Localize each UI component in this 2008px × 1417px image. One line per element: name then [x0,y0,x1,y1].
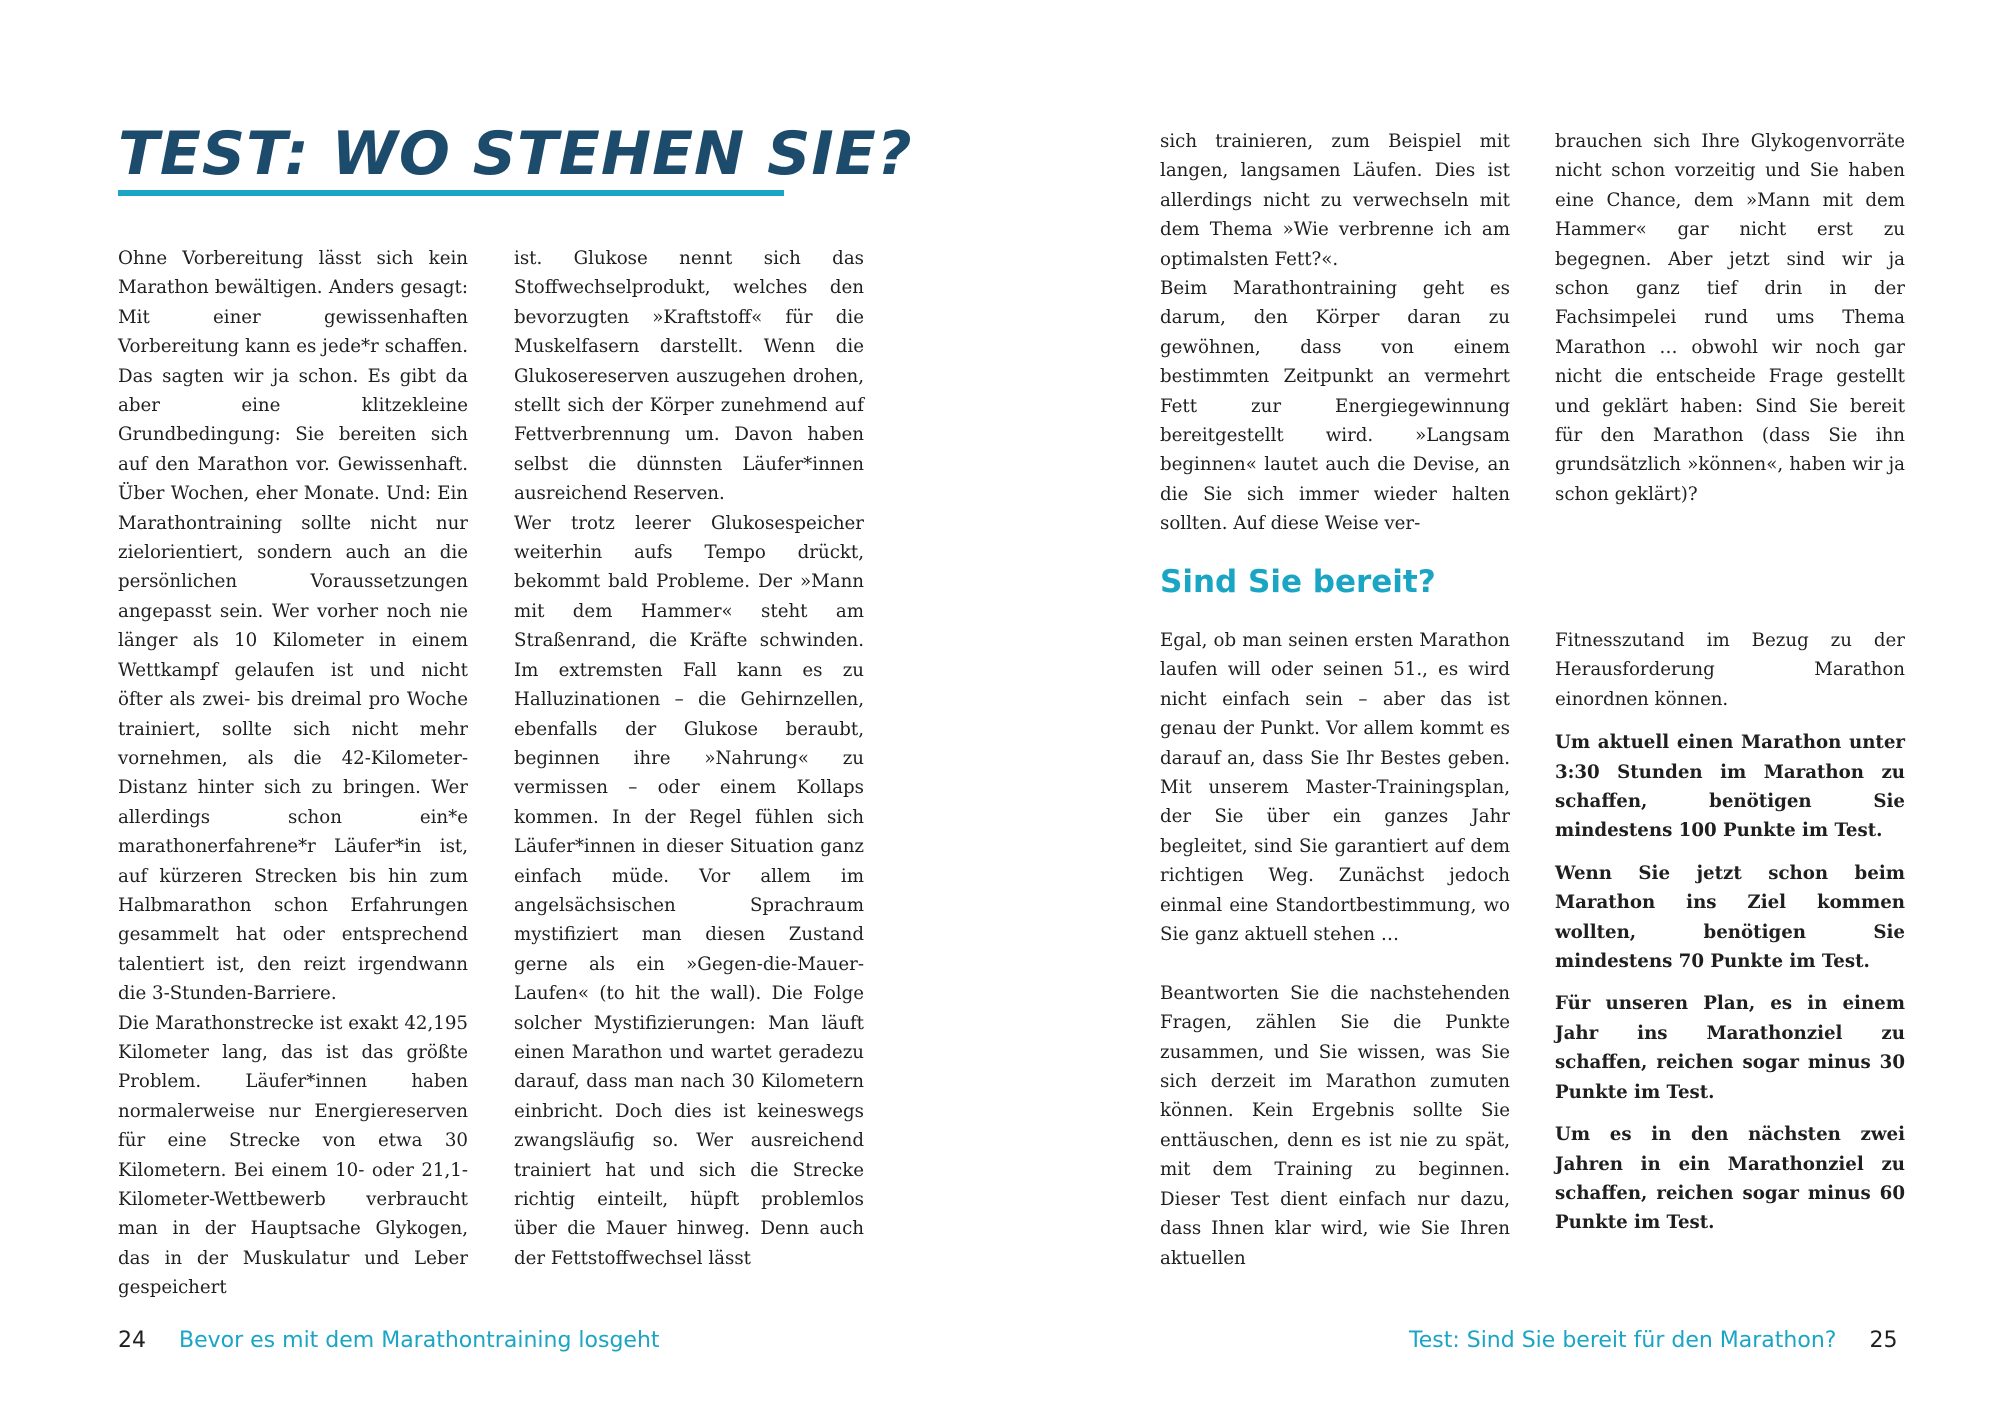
paragraph: Egal, ob man seinen ersten Marathon laufen will oder seinen 51., es wird nicht einfach sein – aber das ist genau der Punkt. Vor allem kommt es darauf an, dass Sie Ihr Bestes geben. Mit unserem Master-Trainingsplan, der Sie über ein ganzes Jahr begleitet, sind Sie garantiert auf dem richtigen Weg. Zunächst jedoch einmal eine Standortbestimmung, wo Sie ganz aktuell stehen … [1160,630,1510,946]
paragraph: Ohne Vorbereitung lässt sich kein Marathon bewältigen. Anders gesagt: Mit einer gewissenhaften Vorbereitung kann es jede*r schaffen. Das sagten wir ja schon. Es gibt da aber eine klitzekleine Grundbedingung: Sie bereiten sich auf den Marathon vor. Gewissenhaft. Über Wochen, eher Monate. Und: Ein Marathontraining sollte nicht nur zielorientiert, sondern auch an die persönlichen Voraussetzungen angepasst sein. Wer vorher noch nie länger als 10 Kilometer in einem Wettkampf gelaufen ist und nicht öfter als zwei- bis dreimal pro Woche trainiert, sollte sich nicht mehr vornehmen, als die 42-Kilometer-Distanz hinter sich zu bringen. Wer allerdings schon ein*e marathonerfahrene*r Läufer*in ist, auf kürzeren Strecken bis hin zum Halbmarathon schon Erfahrungen gesammelt hat oder entsprechend talentiert ist, den reizt irgendwann die 3-Stunden-Barriere. [118,248,468,1005]
right-page [1004,0,2008,1417]
score-requirement: Für unseren Plan, es in einem Jahr ins Marathonziel zu schaffen, reichen sogar minus 30 Punkte im Test. [1555,993,1905,1103]
left-column-1 [118,244,468,1303]
right-column-2-bottom [1555,626,1905,1251]
page-number: 24 [118,1328,146,1353]
right-column-2-top [1555,127,1905,509]
paragraph: Die Marathonstrecke ist exakt 42,195 Kilometer lang, das ist das größte Problem. Läufer*innen haben normalerweise nur Energiereserven für eine Strecke von etwa 30 Kilometern. Bei einem 10- oder 21,1-Kilometer-Wettbewerb verbraucht man in der Hauptsache Glykogen, das in der Muskulatur und Leber gespeichert [118,1012,468,1299]
score-requirement: Um aktuell einen Marathon unter 3:30 Stunden im Marathon zu schaffen, benötigen Sie mindestens 100 Punkte im Test. [1555,732,1905,842]
left-footer [118,1326,660,1356]
paragraph-gap [1555,714,1905,728]
left-column-2 [514,244,864,1273]
paragraph: Fitnesszutand im Bezug zu der Herausforderung Marathon einordnen können. [1555,630,1905,710]
title-underline [118,190,784,196]
page-title: TEST: WO STEHEN SIE? [118,119,913,189]
paragraph: Beim Marathontraining geht es darum, den Körper daran zu gewöhnen, dass von einem bestimmten Zeitpunkt an vermehrt Fett zur Energiegewinnung bereitgestellt wird. »Langsam beginnen« lautet auch die Devise, an die Sie sich immer wieder halten sollten. Auf diese Weise ver- [1160,278,1510,535]
paragraph: brauchen sich Ihre Glykogenvorräte nicht schon vorzeitig und Sie haben eine Chance, dem »Mann mit dem Hammer« gar nicht erst zu begegnen. Aber jetzt sind wir ja schon ganz tief drin in der Fachsimpelei rund ums Thema Marathon … obwohl wir noch gar nicht die entscheide Frage gestellt und geklärt haben: Sind Sie bereit für den Marathon (dass Sie ihn grundsätzlich »können«, haben wir ja schon geklärt)? [1555,131,1905,505]
right-column-1-top [1160,127,1510,539]
right-column-1-bottom [1160,626,1510,1273]
paragraph: Beantworten Sie die nachstehenden Fragen, zählen Sie die Punkte zusammen, und Sie wissen, was Sie sich derzeit im Marathon zumuten können. Kein Ergebnis sollte Sie enttäuschen, denn es ist nie zu spät, mit dem Training zu beginnen. Dieser Test dient einfach nur dazu, dass Ihnen klar wird, wie Sie Ihren aktuellen [1160,982,1510,1269]
paragraph-gap [1160,949,1510,978]
paragraph: ist. Glukose nennt sich das Stoffwechselprodukt, welches den bevorzugten »Kraftstoff« für die Muskelfasern darstellt. Wenn die Glukosereserven auszugehen drohen, stellt sich der Körper zunehmend auf Fettverbrennung um. Davon haben selbst die dünnsten Läufer*innen ausreichend Reserven. [514,248,864,505]
score-requirement: Wenn Sie jetzt schon beim Marathon ins Ziel kommen wollten, benötigen Sie mindestens 70 Punkte im Test. [1555,862,1905,973]
paragraph: Wer trotz leerer Glukosespeicher weiterhin aufs Tempo drückt, bekommt bald Probleme. Der »Mann mit dem Hammer« steht am Straßenrand, die Kräfte schwinden. Im extremsten Fall kann es zu Halluzinationen – die Gehirnzellen, ebenfalls der Glukose beraubt, beginnen ihre »Nahrung« zu vermissen – oder einem Kollaps kommen. In der Regel fühlen sich Läufer*innen in dieser Situation ganz einfach müde. Vor allem im angelsächsischen Sprachraum mystifiziert man diesen Zustand gerne als ein »Gegen-die-Mauer-Laufen« (to hit the wall). Die Folge solcher Mystifizierungen: Man läuft einen Marathon und wartet geradezu darauf, dass man nach 30 Kilometern einbricht. Doch dies ist keineswegs zwangsläufig so. Wer ausreichend trainiert hat und sich die Strecke richtig einteilt, hüpft problemlos über die Mauer hinweg. Denn auch der Fettstoffwechsel lässt [514,512,864,1269]
score-requirement: Um es in den nächsten zwei Jahren in ein Marathonziel zu schaffen, reichen sogar minus 60 Punkte im Test. [1555,1124,1905,1234]
running-head: Test: Sind Sie bereit für den Marathon? [1409,1328,1837,1353]
page-number: 25 [1869,1328,1898,1353]
right-footer [1409,1326,1897,1356]
paragraph: sich trainieren, zum Beispiel mit langen, langsamen Läufen. Dies ist allerdings nicht zu verwechseln mit dem Thema »Wie verbrenne ich am optimalsten Fett?«. [1160,131,1510,270]
section-heading: Sind Sie bereit? [1160,564,1436,600]
running-head: Bevor es mit dem Marathontraining losgeht [179,1328,660,1353]
